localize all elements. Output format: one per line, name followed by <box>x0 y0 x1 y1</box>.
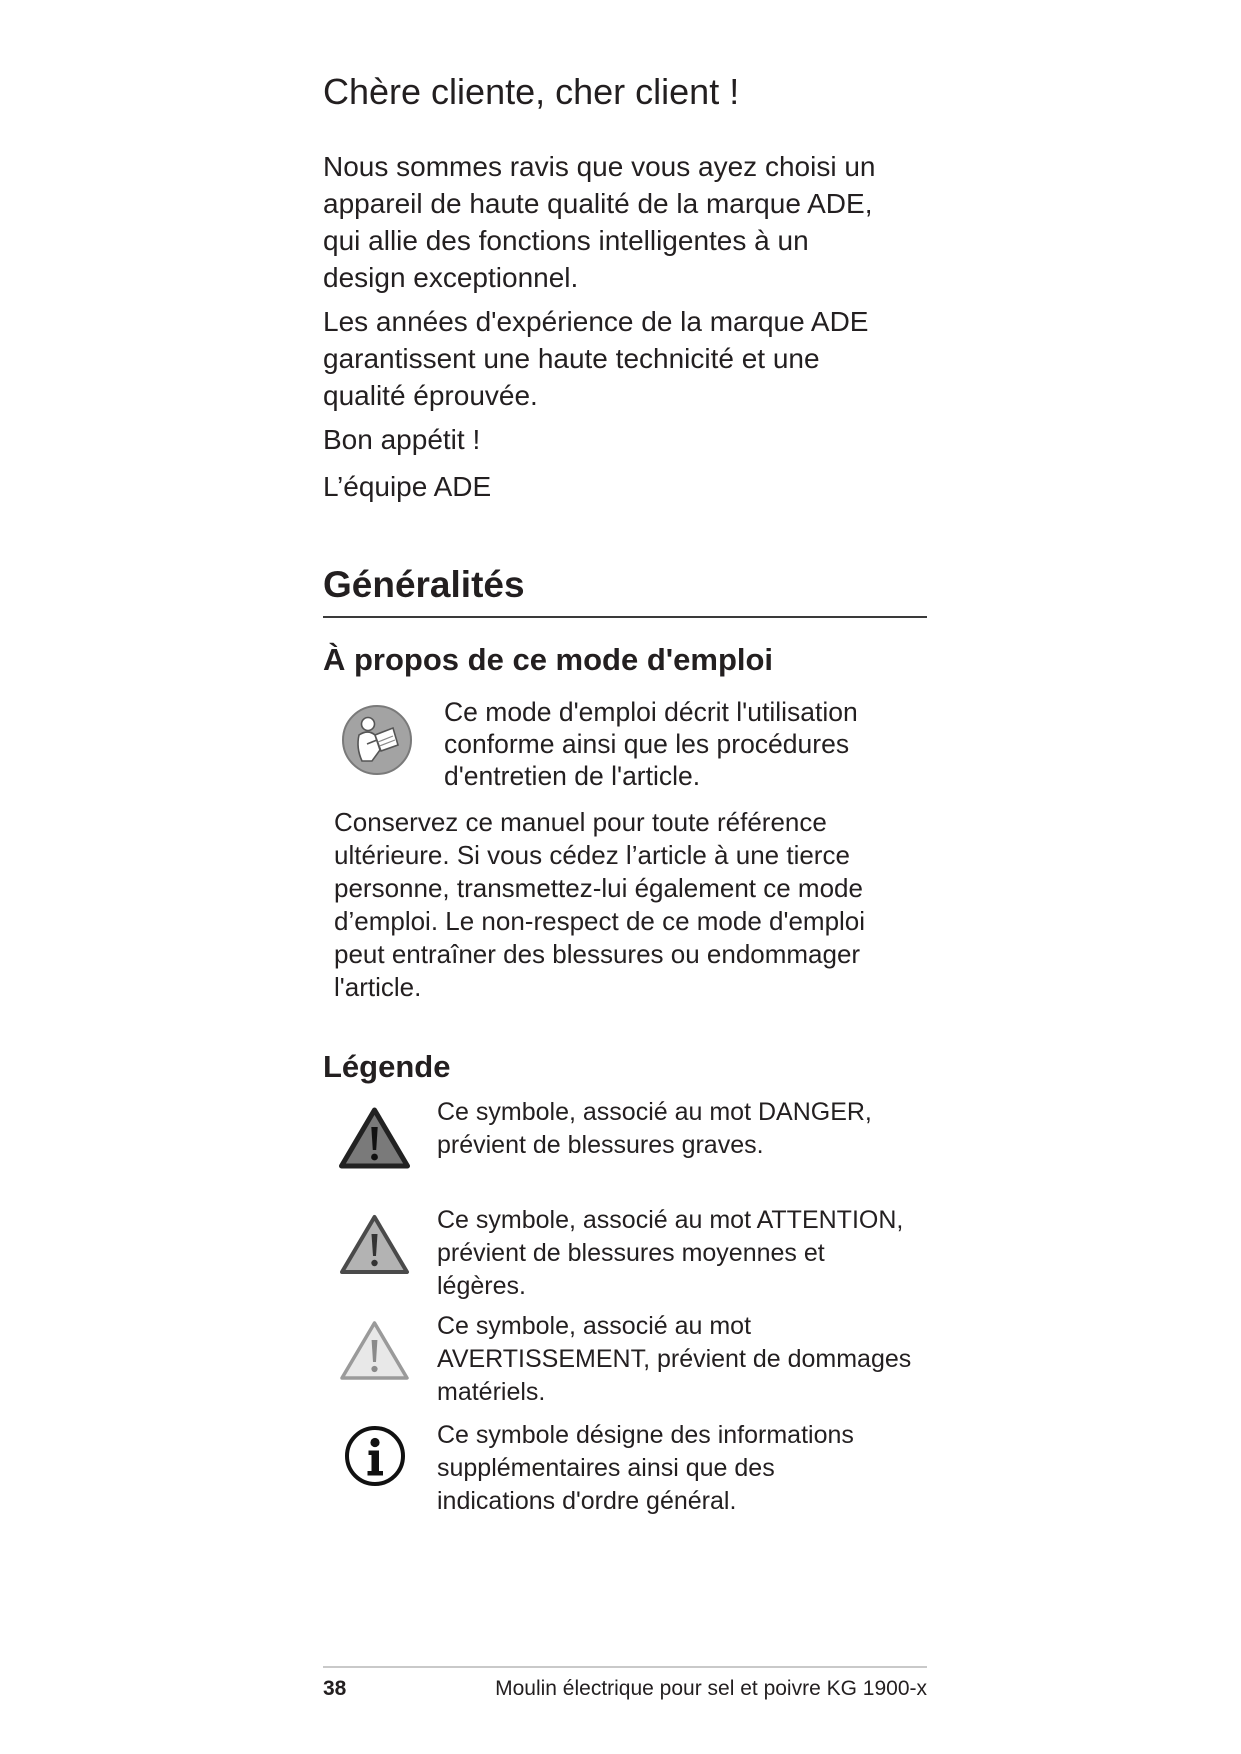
text-line: appareil de haute qualité de la marque ADE, <box>323 188 873 219</box>
text-line: Ce symbole, associé au mot DANGER, <box>437 1098 872 1126</box>
closing-text <box>323 421 480 458</box>
text-line: prévient de blessures graves. <box>437 1131 764 1159</box>
legend-item-danger <box>437 1096 872 1162</box>
footer-divider <box>323 1666 927 1668</box>
read-manual-icon <box>341 704 413 776</box>
text-line: L’équipe ADE <box>323 471 492 502</box>
legend-item-warning <box>437 1310 911 1409</box>
footer-product-title: Moulin électrique pour sel et poivre KG 1900-x <box>495 1677 927 1700</box>
text-line: Ce mode d'emploi décrit l'utilisation <box>444 697 858 727</box>
text-line: prévient de blessures moyennes et <box>437 1239 825 1267</box>
text-line: garantissent une haute technicité et une <box>323 343 820 374</box>
text-line: matériels. <box>437 1378 546 1406</box>
text-line: personne, transmettez-lui également ce mode <box>334 873 863 903</box>
text-line: indications d'ordre général. <box>437 1487 737 1515</box>
text-line: d'entretien de l'article. <box>444 761 701 791</box>
intro-paragraph-2 <box>323 303 868 414</box>
about-note <box>444 696 858 792</box>
page-number: 38 <box>323 1677 347 1700</box>
text-line: Ce symbole, associé au mot ATTENTION, <box>437 1206 904 1234</box>
notice-triangle-icon <box>338 1318 411 1382</box>
intro-paragraph-1 <box>323 148 875 296</box>
text-line: Bon appétit ! <box>323 424 481 455</box>
legend-item-attention <box>437 1204 903 1303</box>
text-line: Nous sommes ravis que vous ayez choisi un <box>323 151 876 182</box>
subsection-heading-legend: Légende <box>323 1049 451 1084</box>
text-line: qui allie des fonctions intelligentes à un <box>323 225 809 256</box>
section-divider <box>323 616 927 618</box>
text-line: Conservez ce manuel pour toute référence <box>334 807 827 837</box>
text-line: d’emploi. Le non-respect de ce mode d'emploi <box>334 906 866 936</box>
text-line: Ce symbole désigne des informations <box>437 1421 854 1449</box>
text-line: supplémentaires ainsi que des <box>437 1454 775 1482</box>
text-line: conforme ainsi que les procédures <box>444 729 850 759</box>
text-line: légères. <box>437 1272 526 1300</box>
caution-triangle-icon <box>338 1212 411 1276</box>
text-line: qualité éprouvée. <box>323 380 538 411</box>
section-heading-general: Généralités <box>323 564 525 605</box>
text-line: AVERTISSEMENT, prévient de dommages <box>437 1345 912 1373</box>
text-line: Ce symbole, associé au mot <box>437 1312 752 1340</box>
text-line: l'article. <box>334 972 422 1002</box>
page-title: Chère cliente, cher client ! <box>323 71 740 112</box>
text-line: ultérieure. Si vous cédez l’article à une tierce <box>334 840 850 870</box>
text-line: design exceptionnel. <box>323 262 579 293</box>
subsection-heading-about: À propos de ce mode d'emploi <box>323 642 774 677</box>
legend-item-info <box>437 1419 854 1518</box>
about-body <box>334 806 865 1004</box>
text-line: peut entraîner des blessures ou endommager <box>334 939 861 969</box>
text-line: Les années d'expérience de la marque ADE <box>323 306 869 337</box>
signature-text <box>323 468 491 505</box>
info-icon <box>343 1424 407 1488</box>
danger-triangle-icon <box>338 1106 411 1170</box>
